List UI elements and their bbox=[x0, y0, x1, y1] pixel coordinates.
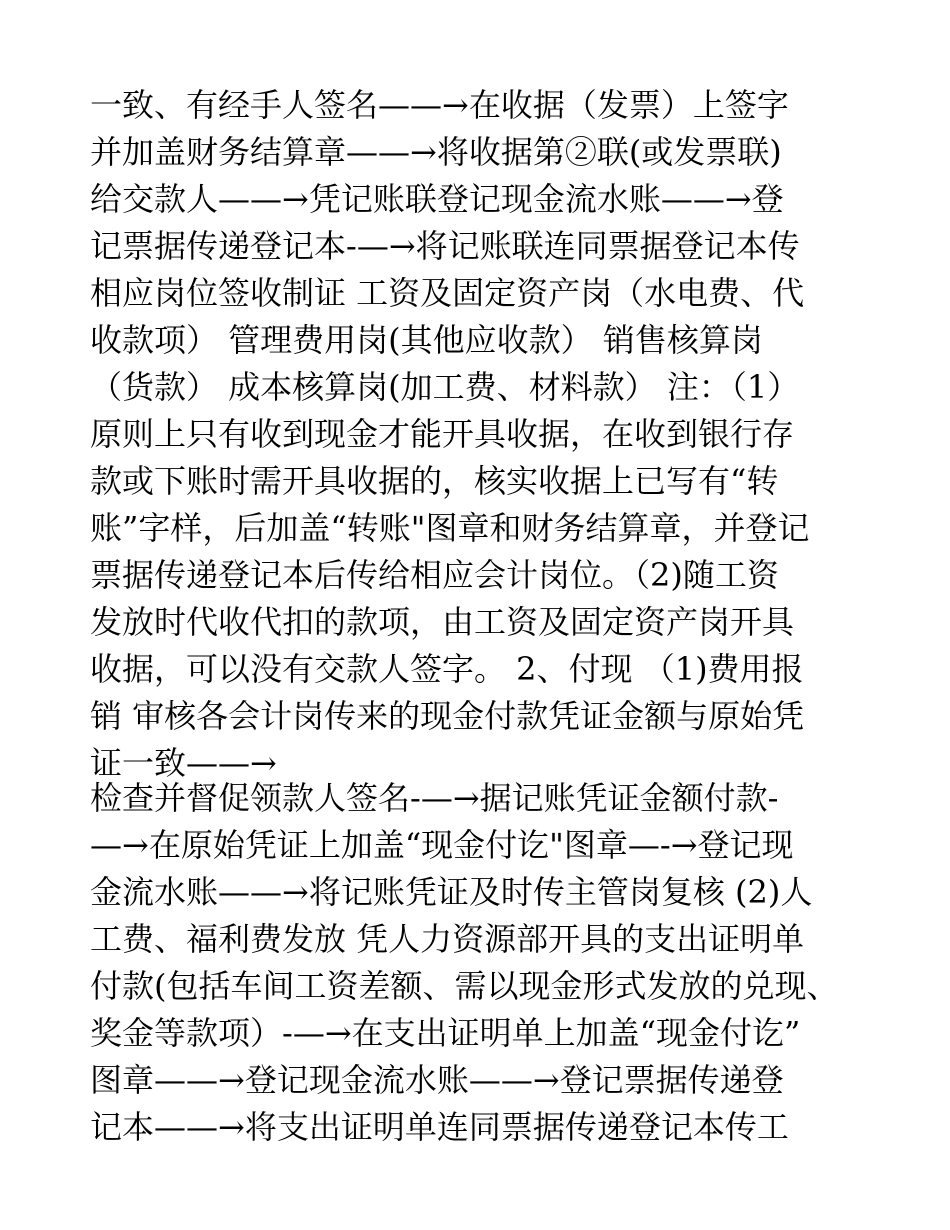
paragraph-1 bbox=[90, 82, 870, 787]
text-line: 票据传递登记本后传给相应会计岗位。（2)随工资 bbox=[90, 556, 779, 594]
text-line: 款或下账时需开具收据的，核实收据上已写有“转 bbox=[90, 462, 779, 500]
text-line: 发放时代收代扣的款项，由工资及固定资产岗开具 bbox=[90, 603, 795, 641]
text-line: 证一致——→ bbox=[90, 744, 277, 782]
text-line: 检查并督促领款人签名-—→据记账凭证金额付款- bbox=[90, 779, 779, 817]
text-line: —→在原始凭证上加盖“现金付讫"图章—-→登记现 bbox=[90, 826, 794, 864]
text-line: 工费、福利费发放 凭人力资源部开具的支出证明单 bbox=[90, 920, 805, 958]
text-line: 付款(包括车间工资差额、需以现金形式发放的兑现、 bbox=[90, 967, 839, 1005]
text-line: 给交款人——→凭记账联登记现金流水账——→登 bbox=[90, 180, 784, 218]
paragraph-2 bbox=[90, 775, 870, 1151]
text-line: 一致、有经手人签名——→在收据（发票）上签字 bbox=[90, 86, 789, 124]
text-line: 并加盖财务结算章——→将收据第②联(或发票联) bbox=[90, 133, 782, 171]
text-line: 记票据传递登记本-—→将记账联连同票据登记本传 bbox=[90, 227, 800, 265]
text-line: 图章——→登记现金流水账——→登记票据传递登 bbox=[90, 1061, 784, 1099]
text-line: 金流水账——→将记账凭证及时传主管岗复核 (2)人 bbox=[90, 873, 813, 911]
text-line: 账”字样，后加盖“转账"图章和财务结算章，并登记 bbox=[90, 509, 810, 547]
text-line: 原则上只有收到现金才能开具收据，在收到银行存 bbox=[90, 415, 795, 453]
text-line: 奖金等款项）-—→在支出证明单上加盖“现金付讫” bbox=[90, 1014, 801, 1052]
text-line: 相应岗位签收制证 工资及固定资产岗（水电费、代 bbox=[90, 274, 805, 312]
text-line: （货款） 成本核算岗(加工费、材料款） 注：（1） bbox=[90, 368, 800, 406]
text-line: 记本——→将支出证明单连同票据传递登记本传工 bbox=[90, 1108, 789, 1146]
text-line: 收款项） 管理费用岗(其他应收款） 销售核算岗 bbox=[90, 321, 763, 359]
text-line: 收据，可以没有交款人签字。 2、付现 （1)费用报 bbox=[90, 650, 804, 688]
text-line: 销 审核各会计岗传来的现金付款凭证金额与原始凭 bbox=[90, 697, 805, 735]
